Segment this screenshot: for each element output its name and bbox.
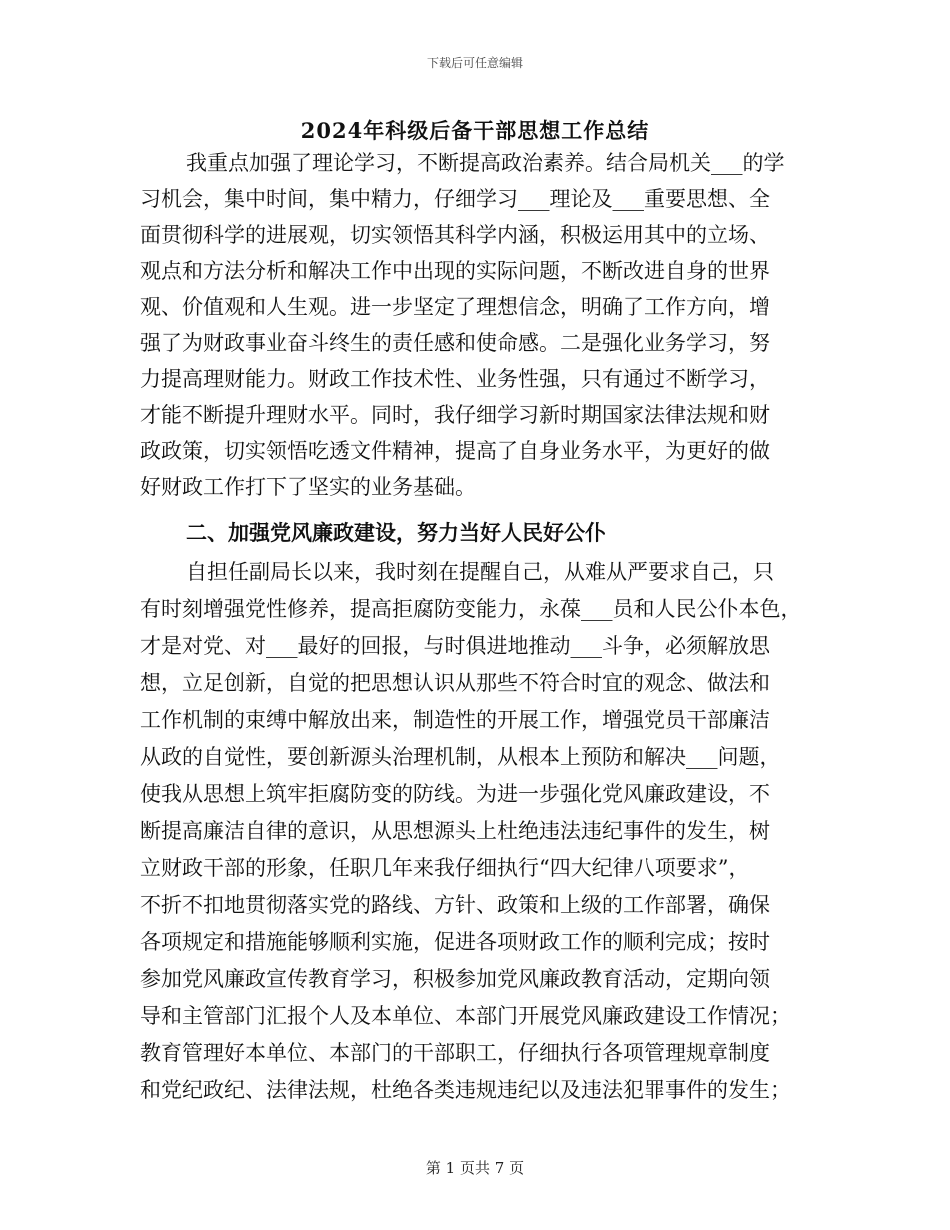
paragraph-line: 导和主管部门汇报个人及本单位、本部门开展党风廉政建设工作情况；: [140, 1004, 791, 1028]
paragraph-line: 强了为财政事业奋斗终生的责任感和使命感。二是强化业务学习，努: [140, 331, 770, 355]
section-heading: 二、加强党风廉政建设，努力当好人民好公仆: [186, 520, 606, 545]
paragraph-line: 政政策，切实领悟吃透文件精神，提高了自身业务水平，为更好的做: [140, 439, 770, 463]
paragraph-line: 立财政干部的形象，任职几年来我仔细执行“四大纪律八项要求”，: [140, 856, 750, 880]
paragraph-line: 不折不扣地贯彻落实党的路线、方针、政策和上级的工作部署，确保: [140, 893, 770, 917]
paragraph-line: 好财政工作打下了坚实的业务基础。: [140, 475, 476, 499]
paragraph-line: 使我从思想上筑牢拒腐防变的防线。为进一步强化党风廉政建设，不: [140, 782, 770, 806]
paragraph-line: 观点和方法分析和解决工作中出现的实际问题，不断改进自身的世界: [140, 259, 770, 283]
document-title: 2024年科级后备干部思想工作总结: [300, 118, 650, 143]
paragraph-line: 面贯彻科学的进展观，切实领悟其科学内涵，积极运用其中的立场、: [140, 223, 770, 247]
paragraph-line: 教育管理好本单位、本部门的干部职工，仔细执行各项管理规章制度: [140, 1041, 770, 1065]
paragraph-line: 习机会，集中时间，集中精力，仔细学习___理论及___重要思想、全: [140, 187, 770, 211]
paragraph-line: 我重点加强了理论学习，不断提高政治素养。结合局机关___的学: [186, 151, 785, 175]
paragraph-line: 才是对党、对___最好的回报，与时俱进地推动___斗争，必须解放思: [140, 634, 770, 658]
paragraph-line: 观、价值观和人生观。进一步坚定了理想信念，明确了工作方向，增: [140, 295, 770, 319]
paragraph-line: 和党纪政纪、法律法规，杜绝各类违规违纪以及违法犯罪事件的发生；: [140, 1078, 791, 1102]
header-note: 下载后可任意编辑: [426, 56, 523, 70]
paragraph-line: 从政的自觉性，要创新源头治理机制，从根本上预防和解决___问题，: [140, 745, 781, 769]
paragraph-line: 力提高理财能力。财政工作技术性、业务性强，只有通过不断学习，: [140, 367, 770, 391]
paragraph-line: 参加党风廉政宣传教育学习，积极参加党风廉政教育活动，定期向领: [140, 967, 770, 991]
paragraph-line: 断提高廉洁自律的意识，从思想源头上杜绝违法违纪事件的发生，树: [140, 819, 770, 843]
paragraph-line: 想，立足创新，自觉的把思想认识从那些不符合时宜的观念、做法和: [140, 671, 770, 695]
paragraph-line: 工作机制的束缚中解放出来，制造性的开展工作，增强党员干部廉洁: [140, 708, 770, 732]
paragraph-line: 有时刻增强党性修养，提高拒腐防变能力，永葆___员和人民公仆本色，: [140, 597, 802, 621]
paragraph-line: 自担任副局长以来，我时刻在提醒自己，从难从严要求自己，只: [186, 560, 774, 584]
paragraph-line: 各项规定和措施能够顺利实施，促进各项财政工作的顺利完成；按时: [140, 930, 770, 954]
paragraph-line: 才能不断提升理财水平。同时，我仔细学习新时期国家法律法规和财: [140, 403, 770, 427]
page-number: 第 1 页共 7 页: [425, 1159, 525, 1177]
